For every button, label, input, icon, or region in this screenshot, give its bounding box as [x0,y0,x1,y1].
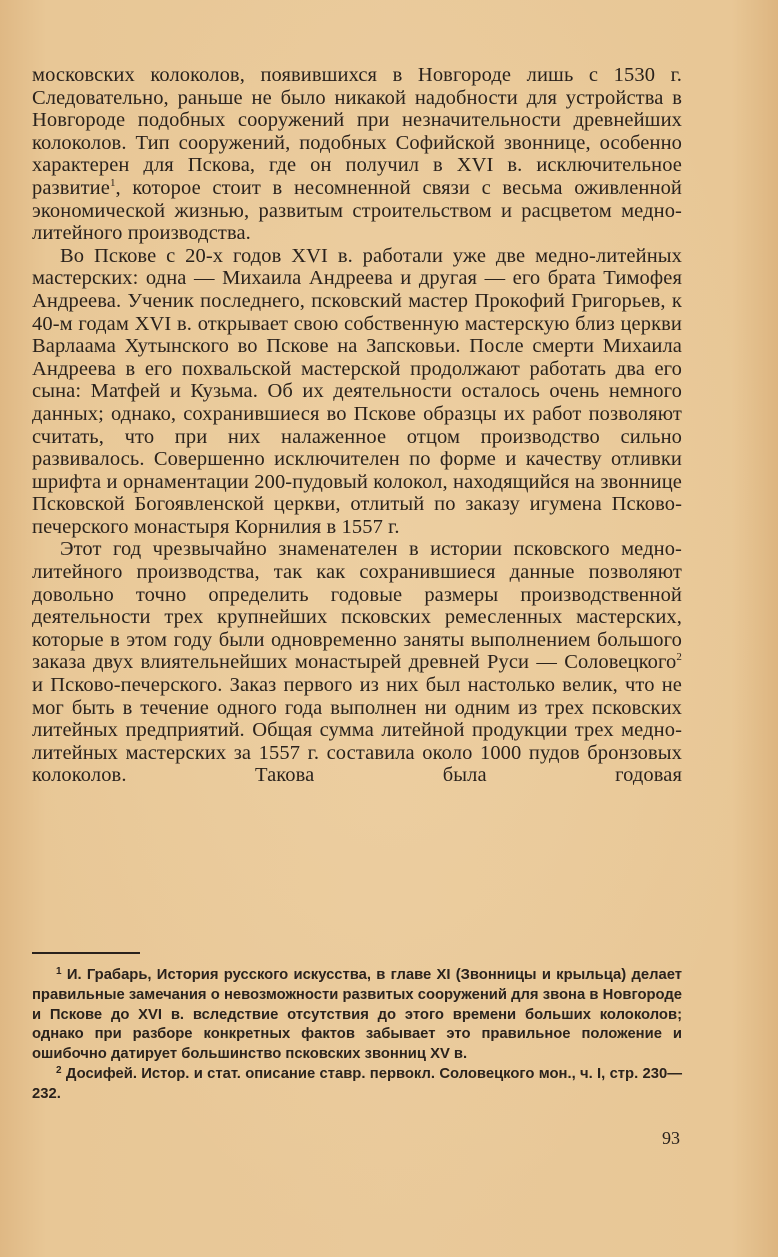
paragraph-2-text: Во Пскове с 20-х годов XVI в. работали уже две медно-литейных мастерских: одна — Михаила Андреева и другая — его брата Тимофея Андреева. Ученик последнего, псковский мастер Прокофий Григорьев, к 40-м годам XVI в. открывает свою собственную мастерскую близ церкви Варлаама Хутынского во Пскове на Запсковьи. После смерти Михаила Андреева в его похвальской мастерской продолжают работать два его сына: Матфей и Кузьма. Об их деятельности осталось очень немного данных; однако, сохранившиеся во Пскове образцы их работ позволяют считать, что при них налаженное отцом производство сильно развивалось. Совершенно исключителен по форме и качеству отливки шрифта и орнаментации 200-пудовый колокол, находящийся на звоннице Псковской Богоявленской церкви, отлитый по заказу игумена Псково-печерского монастыря Корнилия в 1557 г. [32,244,682,538]
footnote-ref-2: 2 [676,651,682,664]
footnotes [32,966,682,1105]
paragraph-3 [32,538,682,787]
paragraph-1-text-after: , которое стоит в несомненной связи с весьма оживленной экономической жизнью, развитым строительством и расцветом медно-литейного производства. [32,176,682,245]
footnote-ref-1: 1 [109,176,116,189]
footnote-2-marker: 2 [56,1064,62,1076]
page-number: 93 [662,1128,680,1148]
footnote-1-text: И. Грабарь, История русского искусства, в главе XI (Звонницы и крыльца) делает правильные замечания о невозможности развитых сооружений для звона в Новгороде и Пскове до XVI в. вследствие отсутствия до этого времени больших колоколов; однако при разборе конкретных фактов забывает это правильное положение и ошибочно датирует большинство псковских звонниц XV в. [32,967,682,1063]
paragraph-3-text: Этот год чрезвычайно знаменателен в истории псковского медно-литейного производства, так как сохранившиеся данные позволяют довольно точно определить годовые размеры производственной деятельности трех крупнейших псковских ремесленных мастерских, которые в этом году были одновременно заняты выполнением большого заказа двух влиятельнейших монастырей древней Руси — Соловецкого [32,538,682,674]
footnote-2-text: Досифей. Истор. и стат. описание ставр. первокл. Соловецкого мон., ч. I, стр. 230—232. [32,1065,682,1102]
paragraph-1-text: московских колоколов, появившихся в Новгороде лишь с 1530 г. Следовательно, раньше не было никакой надобности для устройства в Новгороде подобных сооружений при незначительности древнейших колоколов. Тип сооружений, подобных Софийской звоннице, особенно характерен для Пскова, где он получил в XVI в. исключительное развитие [32,64,682,199]
paragraph-3-text-after: и Псково-печерского. Заказ первого из них был настолько велик, что не мог быть в течение одного года выполнен ни одним из трех псковских литейных предприятий. Общая сумма литейной продукции трех медно-литейных мастерских за 1557 г. составила около 1000 пудов бронзовых колоколов. Такова была годовая [32,674,682,787]
main-text [32,64,682,787]
paragraph-1 [32,64,682,245]
footnote-separator [32,952,140,954]
footnote-2 [32,1065,682,1105]
footnote-1-marker: 1 [56,966,62,977]
paragraph-2 [32,245,682,539]
footnote-1 [32,966,682,1065]
